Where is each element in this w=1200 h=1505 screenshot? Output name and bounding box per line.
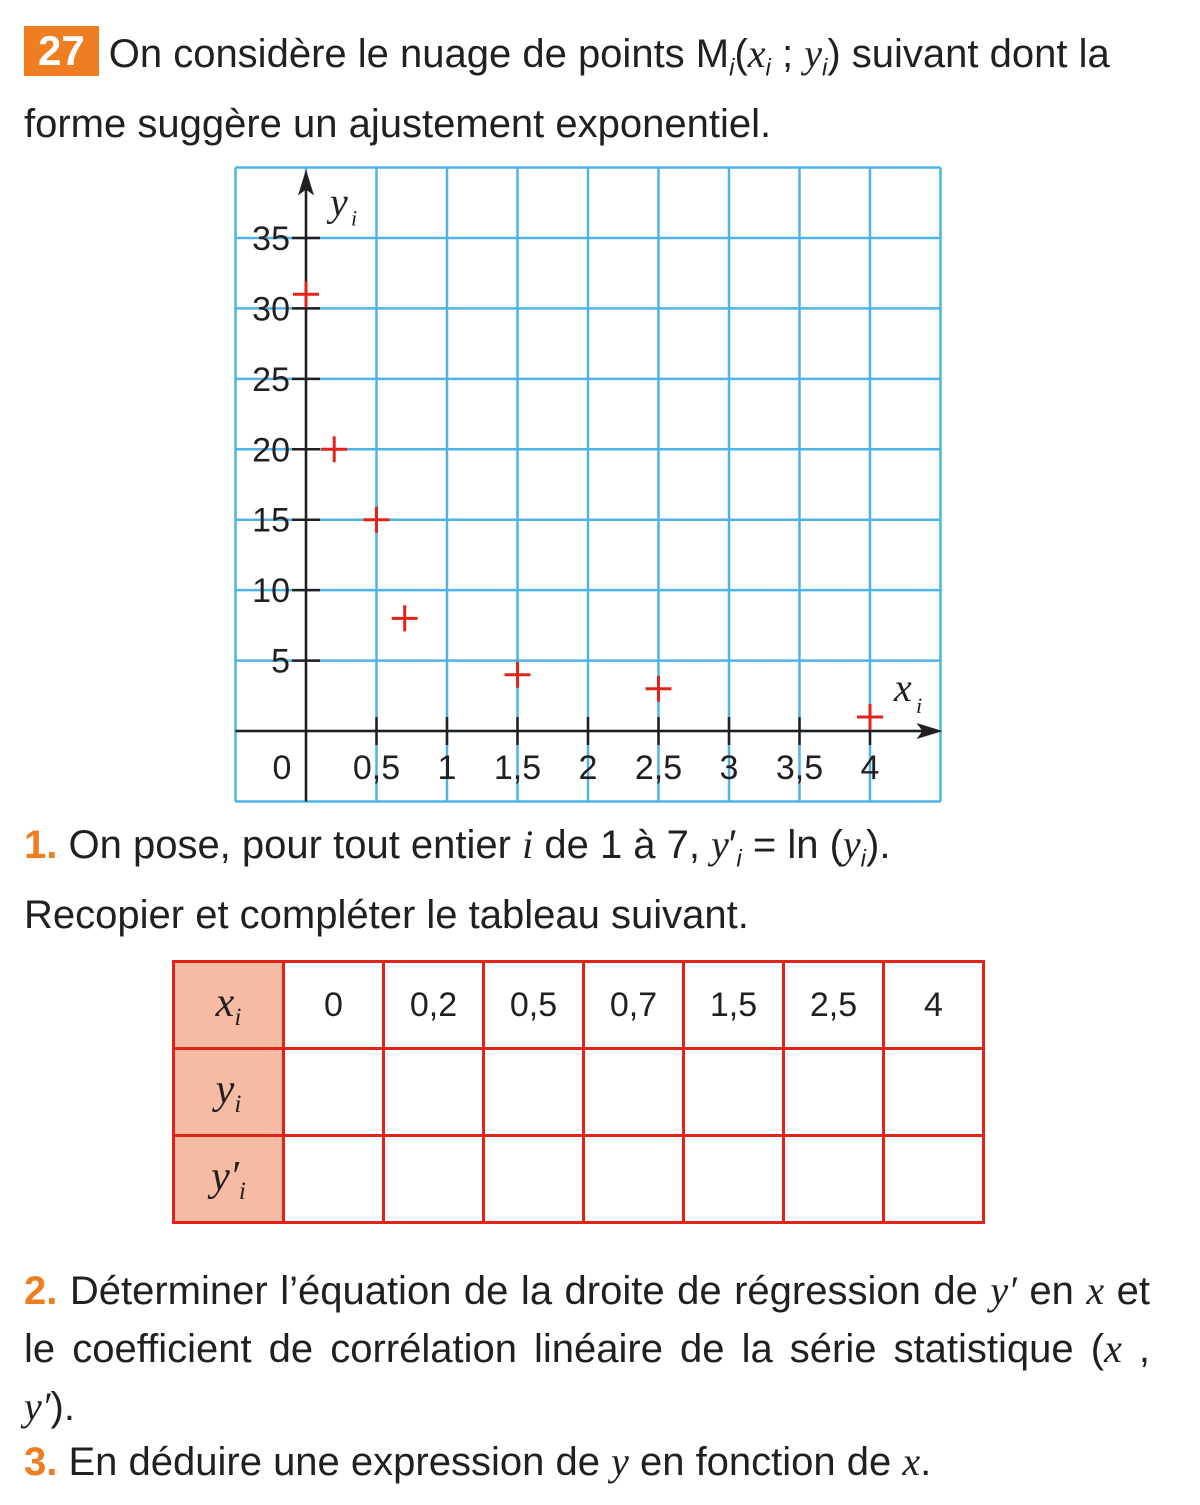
intro-y: y xyxy=(804,31,822,76)
empty-cell xyxy=(684,1136,784,1223)
scatter-plot xyxy=(234,166,942,804)
question-2-yprime2: y′ xyxy=(24,1384,51,1429)
question-2-x2: x xyxy=(1104,1326,1122,1371)
y-tick-label: 10 xyxy=(252,572,290,611)
question-1-text: On pose, pour tout entier xyxy=(57,823,523,867)
table-cell: 1,5 xyxy=(684,962,784,1049)
row-header-y: $y_i$ xyxy=(174,1049,284,1136)
question-2-close: ). xyxy=(50,1385,75,1429)
empty-cell xyxy=(384,1049,484,1136)
values-table xyxy=(172,960,985,1224)
question-1-number: 1. xyxy=(24,823,58,867)
question-1-close: ). xyxy=(866,823,891,867)
question-1-y2: y xyxy=(842,822,861,867)
data-point xyxy=(646,676,672,702)
question-1-i: i xyxy=(522,822,534,867)
table-cell: 4 xyxy=(884,962,984,1049)
empty-cell xyxy=(484,1136,584,1223)
y-tick-label: 20 xyxy=(252,431,290,470)
question-2-x: x xyxy=(1086,1268,1105,1313)
table-cell: 2,5 xyxy=(784,962,884,1049)
y-tick-label: 15 xyxy=(252,501,290,540)
question-1-line2: Recopier et compléter le tableau suivant. xyxy=(24,893,749,938)
x-tick-label: 3,5 xyxy=(775,749,824,788)
empty-cell xyxy=(684,1049,784,1136)
data-point xyxy=(364,507,390,533)
empty-cell xyxy=(484,1049,584,1136)
question-2-sep: , xyxy=(1121,1327,1151,1371)
data-point xyxy=(321,436,347,462)
empty-cell xyxy=(384,1136,484,1223)
data-point xyxy=(505,662,531,688)
table-cell: 0 xyxy=(284,962,384,1049)
question-3-x: x xyxy=(902,1439,921,1484)
x-axis-label-sub: i xyxy=(916,693,923,719)
table-cell: 0,7 xyxy=(584,962,684,1049)
question-2-text: Déterminer l’équation de la droite de régression de xyxy=(57,1269,991,1313)
intro-sep: ; xyxy=(770,32,805,76)
empty-cell xyxy=(784,1049,884,1136)
question-2-number: 2. xyxy=(24,1269,58,1313)
question-3-text: En déduire une expression de xyxy=(57,1440,612,1484)
empty-cell xyxy=(584,1049,684,1136)
intro-text-end: ) suivant dont la forme suggère un ajustement exponentiel. xyxy=(24,32,1110,147)
y-tick-label: 35 xyxy=(252,219,290,258)
intro-sub-i: i xyxy=(729,54,735,82)
question-1-y: y xyxy=(711,822,729,867)
question-1 xyxy=(24,816,1174,944)
intro-y-sub: i xyxy=(822,54,828,82)
table-row xyxy=(174,1049,984,1136)
intro-x-sub: i xyxy=(765,54,771,82)
empty-cell xyxy=(284,1136,384,1223)
question-1-prime: ′ xyxy=(728,823,737,867)
y-tick-label: 25 xyxy=(252,360,290,399)
y-axis-label: y xyxy=(330,179,348,225)
question-1-sub-i2: i xyxy=(860,845,867,873)
y-tick-label: 5 xyxy=(271,642,290,681)
data-point xyxy=(392,605,418,631)
question-1-text-b: de 1 à 7, xyxy=(533,823,712,867)
x-tick-label: 2 xyxy=(578,749,598,788)
question-3-text-b: en fonction de xyxy=(628,1440,903,1484)
y-axis-label-sub: i xyxy=(351,205,358,231)
x-tick-label: 1 xyxy=(437,749,457,788)
row-header-x: $x_i$ xyxy=(174,962,284,1049)
x-axis-label: x xyxy=(894,665,912,711)
question-2-text-b: en xyxy=(1016,1269,1087,1313)
data-point xyxy=(857,704,883,730)
x-tick-label: 1,5 xyxy=(493,749,542,788)
question-3-y: y xyxy=(611,1439,629,1484)
question-2-yprime: y′ xyxy=(990,1268,1017,1313)
table-cell: 0,5 xyxy=(484,962,584,1049)
table-cell: 0,2 xyxy=(384,962,484,1049)
empty-cell xyxy=(884,1136,984,1223)
question-3-close: . xyxy=(920,1440,932,1484)
exercise-number: 27 xyxy=(24,26,99,76)
intro-x: x xyxy=(747,31,766,76)
x-tick-label: 3 xyxy=(719,749,739,788)
question-3 xyxy=(24,1433,1174,1491)
question-1-sub-i: i xyxy=(736,845,742,873)
row-header-y-prime: $y'_i$ xyxy=(174,1136,284,1223)
question-2-text-c: et le coefficient de corrélation linéaire de la série statistique ( xyxy=(24,1269,1150,1371)
x-tick-label: 4 xyxy=(860,749,880,788)
question-1-ln: = ln ( xyxy=(741,823,843,867)
x-tick-label: 2,5 xyxy=(634,749,683,788)
table-row xyxy=(174,962,984,1049)
empty-cell xyxy=(884,1049,984,1136)
origin-label: 0 xyxy=(272,749,292,788)
exercise-statement xyxy=(24,26,1174,152)
x-tick-label: 0,5 xyxy=(352,749,401,788)
intro-text-start: On considère le nuage de points M xyxy=(108,32,730,76)
empty-cell xyxy=(284,1049,384,1136)
question-3-number: 3. xyxy=(24,1440,58,1484)
empty-cell xyxy=(584,1136,684,1223)
empty-cell xyxy=(784,1136,884,1223)
y-tick-label: 30 xyxy=(252,290,290,329)
data-point xyxy=(293,281,319,307)
question-2 xyxy=(24,1262,1150,1436)
table-row xyxy=(174,1136,984,1223)
intro-paren: ( xyxy=(734,32,748,76)
